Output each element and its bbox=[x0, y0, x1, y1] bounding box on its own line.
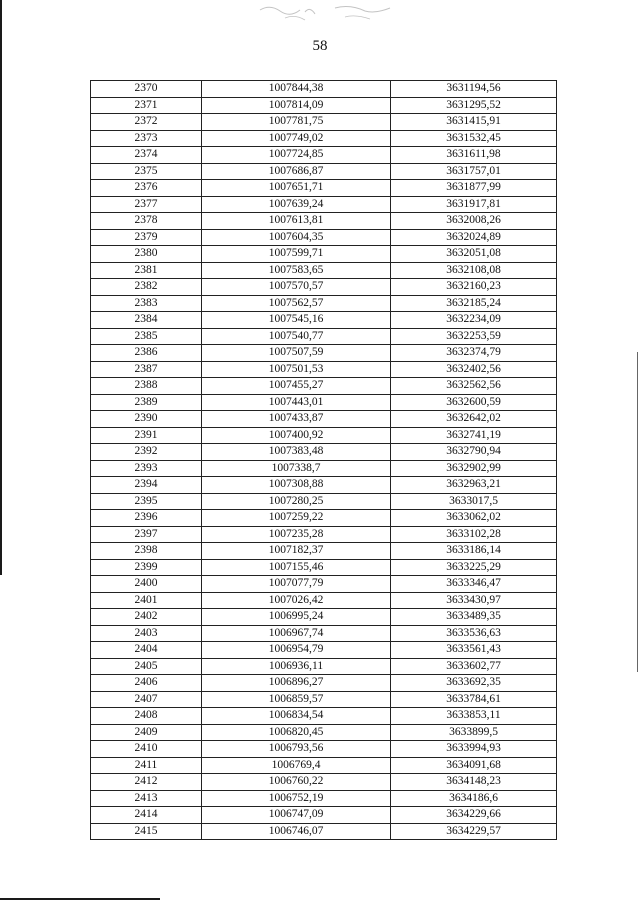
x-coordinate-cell: 1007814,09 bbox=[202, 97, 391, 114]
y-coordinate-cell: 3634229,57 bbox=[391, 823, 557, 840]
x-coordinate-cell: 1007155,46 bbox=[202, 559, 391, 576]
table-row bbox=[91, 279, 557, 296]
y-coordinate-cell: 3633102,28 bbox=[391, 526, 557, 543]
point-number-cell: 2414 bbox=[91, 807, 202, 824]
y-coordinate-cell: 3632642,02 bbox=[391, 411, 557, 428]
x-coordinate-cell: 1007077,79 bbox=[202, 576, 391, 593]
point-number-cell: 2403 bbox=[91, 625, 202, 642]
y-coordinate-cell: 3633489,35 bbox=[391, 609, 557, 626]
table-row bbox=[91, 790, 557, 807]
point-number-cell: 2398 bbox=[91, 543, 202, 560]
x-coordinate-cell: 1007338,7 bbox=[202, 460, 391, 477]
table-row bbox=[91, 81, 557, 98]
y-coordinate-cell: 3632024,89 bbox=[391, 229, 557, 246]
table-row bbox=[91, 724, 557, 741]
table-row bbox=[91, 460, 557, 477]
x-coordinate-cell: 1007781,75 bbox=[202, 114, 391, 131]
y-coordinate-cell: 3634229,66 bbox=[391, 807, 557, 824]
x-coordinate-cell: 1007545,16 bbox=[202, 312, 391, 329]
y-coordinate-cell: 3632008,26 bbox=[391, 213, 557, 230]
point-number-cell: 2374 bbox=[91, 147, 202, 164]
point-number-cell: 2371 bbox=[91, 97, 202, 114]
table-row bbox=[91, 543, 557, 560]
table-row bbox=[91, 180, 557, 197]
table-row bbox=[91, 625, 557, 642]
x-coordinate-cell: 1007540,77 bbox=[202, 328, 391, 345]
x-coordinate-cell: 1007507,59 bbox=[202, 345, 391, 362]
x-coordinate-cell: 1006793,56 bbox=[202, 741, 391, 758]
y-coordinate-cell: 3632160,23 bbox=[391, 279, 557, 296]
x-coordinate-cell: 1006954,79 bbox=[202, 642, 391, 659]
x-coordinate-cell: 1007749,02 bbox=[202, 130, 391, 147]
table-row bbox=[91, 592, 557, 609]
point-number-cell: 2379 bbox=[91, 229, 202, 246]
table-row bbox=[91, 807, 557, 824]
x-coordinate-cell: 1007562,57 bbox=[202, 295, 391, 312]
table-row bbox=[91, 675, 557, 692]
x-coordinate-cell: 1006995,24 bbox=[202, 609, 391, 626]
y-coordinate-cell: 3632234,09 bbox=[391, 312, 557, 329]
page-number: 58 bbox=[312, 38, 328, 54]
table-row bbox=[91, 114, 557, 131]
table-row bbox=[91, 147, 557, 164]
y-coordinate-cell: 3633017,5 bbox=[391, 493, 557, 510]
y-coordinate-cell: 3632185,24 bbox=[391, 295, 557, 312]
table-row bbox=[91, 312, 557, 329]
y-coordinate-cell: 3634186,6 bbox=[391, 790, 557, 807]
y-coordinate-cell: 3634148,23 bbox=[391, 774, 557, 791]
point-number-cell: 2396 bbox=[91, 510, 202, 527]
x-coordinate-cell: 1007308,88 bbox=[202, 477, 391, 494]
y-coordinate-cell: 3632402,56 bbox=[391, 361, 557, 378]
table-row bbox=[91, 609, 557, 626]
bottom-edge-mark bbox=[0, 898, 160, 900]
point-number-cell: 2375 bbox=[91, 163, 202, 180]
x-coordinate-cell: 1007613,81 bbox=[202, 213, 391, 230]
x-coordinate-cell: 1007570,57 bbox=[202, 279, 391, 296]
point-number-cell: 2400 bbox=[91, 576, 202, 593]
table-row bbox=[91, 559, 557, 576]
point-number-cell: 2372 bbox=[91, 114, 202, 131]
x-coordinate-cell: 1007686,87 bbox=[202, 163, 391, 180]
y-coordinate-cell: 3634091,68 bbox=[391, 757, 557, 774]
y-coordinate-cell: 3631415,91 bbox=[391, 114, 557, 131]
x-coordinate-cell: 1007383,48 bbox=[202, 444, 391, 461]
point-number-cell: 2373 bbox=[91, 130, 202, 147]
table-row bbox=[91, 262, 557, 279]
x-coordinate-cell: 1007026,42 bbox=[202, 592, 391, 609]
y-coordinate-cell: 3633561,43 bbox=[391, 642, 557, 659]
point-number-cell: 2410 bbox=[91, 741, 202, 758]
point-number-cell: 2412 bbox=[91, 774, 202, 791]
x-coordinate-cell: 1007501,53 bbox=[202, 361, 391, 378]
point-number-cell: 2377 bbox=[91, 196, 202, 213]
x-coordinate-cell: 1007433,87 bbox=[202, 411, 391, 428]
table-row bbox=[91, 196, 557, 213]
x-coordinate-cell: 1007583,65 bbox=[202, 262, 391, 279]
x-coordinate-cell: 1007844,38 bbox=[202, 81, 391, 98]
y-coordinate-cell: 3631295,52 bbox=[391, 97, 557, 114]
x-coordinate-cell: 1007455,27 bbox=[202, 378, 391, 395]
table-row bbox=[91, 411, 557, 428]
table-row bbox=[91, 708, 557, 725]
y-coordinate-cell: 3633536,63 bbox=[391, 625, 557, 642]
point-number-cell: 2406 bbox=[91, 675, 202, 692]
point-number-cell: 2402 bbox=[91, 609, 202, 626]
table-row bbox=[91, 295, 557, 312]
coordinates-table bbox=[90, 80, 557, 840]
y-coordinate-cell: 3632600,59 bbox=[391, 394, 557, 411]
table-row bbox=[91, 345, 557, 362]
y-coordinate-cell: 3631757,01 bbox=[391, 163, 557, 180]
x-coordinate-cell: 1006936,11 bbox=[202, 658, 391, 675]
point-number-cell: 2407 bbox=[91, 691, 202, 708]
y-coordinate-cell: 3633225,29 bbox=[391, 559, 557, 576]
point-number-cell: 2385 bbox=[91, 328, 202, 345]
table-row bbox=[91, 229, 557, 246]
point-number-cell: 2409 bbox=[91, 724, 202, 741]
point-number-cell: 2392 bbox=[91, 444, 202, 461]
table-row bbox=[91, 444, 557, 461]
y-coordinate-cell: 3632253,59 bbox=[391, 328, 557, 345]
point-number-cell: 2415 bbox=[91, 823, 202, 840]
y-coordinate-cell: 3633994,93 bbox=[391, 741, 557, 758]
table-row bbox=[91, 163, 557, 180]
point-number-cell: 2378 bbox=[91, 213, 202, 230]
table-row bbox=[91, 741, 557, 758]
table-row bbox=[91, 774, 557, 791]
point-number-cell: 2389 bbox=[91, 394, 202, 411]
table-row bbox=[91, 691, 557, 708]
table-row bbox=[91, 823, 557, 840]
y-coordinate-cell: 3633186,14 bbox=[391, 543, 557, 560]
x-coordinate-cell: 1006896,27 bbox=[202, 675, 391, 692]
point-number-cell: 2401 bbox=[91, 592, 202, 609]
table-row bbox=[91, 510, 557, 527]
x-coordinate-cell: 1007259,22 bbox=[202, 510, 391, 527]
point-number-cell: 2399 bbox=[91, 559, 202, 576]
y-coordinate-cell: 3631877,99 bbox=[391, 180, 557, 197]
table-row bbox=[91, 477, 557, 494]
point-number-cell: 2397 bbox=[91, 526, 202, 543]
y-coordinate-cell: 3633346,47 bbox=[391, 576, 557, 593]
point-number-cell: 2388 bbox=[91, 378, 202, 395]
table-row bbox=[91, 493, 557, 510]
y-coordinate-cell: 3633062,02 bbox=[391, 510, 557, 527]
y-coordinate-cell: 3631917,81 bbox=[391, 196, 557, 213]
y-coordinate-cell: 3633784,61 bbox=[391, 691, 557, 708]
x-coordinate-cell: 1007604,35 bbox=[202, 229, 391, 246]
point-number-cell: 2391 bbox=[91, 427, 202, 444]
y-coordinate-cell: 3632963,21 bbox=[391, 477, 557, 494]
point-number-cell: 2404 bbox=[91, 642, 202, 659]
y-coordinate-cell: 3632741,19 bbox=[391, 427, 557, 444]
y-coordinate-cell: 3632562,56 bbox=[391, 378, 557, 395]
y-coordinate-cell: 3633853,11 bbox=[391, 708, 557, 725]
y-coordinate-cell: 3632790,94 bbox=[391, 444, 557, 461]
y-coordinate-cell: 3633692,35 bbox=[391, 675, 557, 692]
point-number-cell: 2387 bbox=[91, 361, 202, 378]
table-row bbox=[91, 97, 557, 114]
table-row bbox=[91, 213, 557, 230]
x-coordinate-cell: 1007280,25 bbox=[202, 493, 391, 510]
table-row bbox=[91, 328, 557, 345]
x-coordinate-cell: 1007235,28 bbox=[202, 526, 391, 543]
table-row bbox=[91, 757, 557, 774]
point-number-cell: 2408 bbox=[91, 708, 202, 725]
point-number-cell: 2405 bbox=[91, 658, 202, 675]
point-number-cell: 2390 bbox=[91, 411, 202, 428]
point-number-cell: 2382 bbox=[91, 279, 202, 296]
x-coordinate-cell: 1006760,22 bbox=[202, 774, 391, 791]
x-coordinate-cell: 1006747,09 bbox=[202, 807, 391, 824]
point-number-cell: 2383 bbox=[91, 295, 202, 312]
y-coordinate-cell: 3633899,5 bbox=[391, 724, 557, 741]
x-coordinate-cell: 1007443,01 bbox=[202, 394, 391, 411]
x-coordinate-cell: 1006834,54 bbox=[202, 708, 391, 725]
point-number-cell: 2370 bbox=[91, 81, 202, 98]
x-coordinate-cell: 1007724,85 bbox=[202, 147, 391, 164]
y-coordinate-cell: 3633602,77 bbox=[391, 658, 557, 675]
y-coordinate-cell: 3632902,99 bbox=[391, 460, 557, 477]
table-row bbox=[91, 427, 557, 444]
table-row bbox=[91, 658, 557, 675]
point-number-cell: 2393 bbox=[91, 460, 202, 477]
x-coordinate-cell: 1006769,4 bbox=[202, 757, 391, 774]
x-coordinate-cell: 1006967,74 bbox=[202, 625, 391, 642]
table-row bbox=[91, 361, 557, 378]
coordinates-table-body bbox=[91, 81, 557, 840]
point-number-cell: 2380 bbox=[91, 246, 202, 263]
y-coordinate-cell: 3632108,08 bbox=[391, 262, 557, 279]
left-margin-mark bbox=[0, 0, 2, 575]
x-coordinate-cell: 1006820,45 bbox=[202, 724, 391, 741]
table-row bbox=[91, 642, 557, 659]
y-coordinate-cell: 3631194,56 bbox=[391, 81, 557, 98]
table-row bbox=[91, 526, 557, 543]
y-coordinate-cell: 3632374,79 bbox=[391, 345, 557, 362]
table-row bbox=[91, 378, 557, 395]
point-number-cell: 2386 bbox=[91, 345, 202, 362]
faint-stamp-mark bbox=[255, 2, 395, 24]
y-coordinate-cell: 3633430,97 bbox=[391, 592, 557, 609]
x-coordinate-cell: 1007599,71 bbox=[202, 246, 391, 263]
point-number-cell: 2413 bbox=[91, 790, 202, 807]
x-coordinate-cell: 1007400,92 bbox=[202, 427, 391, 444]
x-coordinate-cell: 1006859,57 bbox=[202, 691, 391, 708]
point-number-cell: 2381 bbox=[91, 262, 202, 279]
point-number-cell: 2384 bbox=[91, 312, 202, 329]
x-coordinate-cell: 1007639,24 bbox=[202, 196, 391, 213]
point-number-cell: 2376 bbox=[91, 180, 202, 197]
y-coordinate-cell: 3632051,08 bbox=[391, 246, 557, 263]
point-number-cell: 2395 bbox=[91, 493, 202, 510]
table-row bbox=[91, 394, 557, 411]
x-coordinate-cell: 1006746,07 bbox=[202, 823, 391, 840]
point-number-cell: 2411 bbox=[91, 757, 202, 774]
right-margin-mark bbox=[637, 352, 638, 672]
table-row bbox=[91, 576, 557, 593]
table-row bbox=[91, 246, 557, 263]
y-coordinate-cell: 3631611,98 bbox=[391, 147, 557, 164]
x-coordinate-cell: 1006752,19 bbox=[202, 790, 391, 807]
point-number-cell: 2394 bbox=[91, 477, 202, 494]
y-coordinate-cell: 3631532,45 bbox=[391, 130, 557, 147]
table-row bbox=[91, 130, 557, 147]
x-coordinate-cell: 1007651,71 bbox=[202, 180, 391, 197]
x-coordinate-cell: 1007182,37 bbox=[202, 543, 391, 560]
